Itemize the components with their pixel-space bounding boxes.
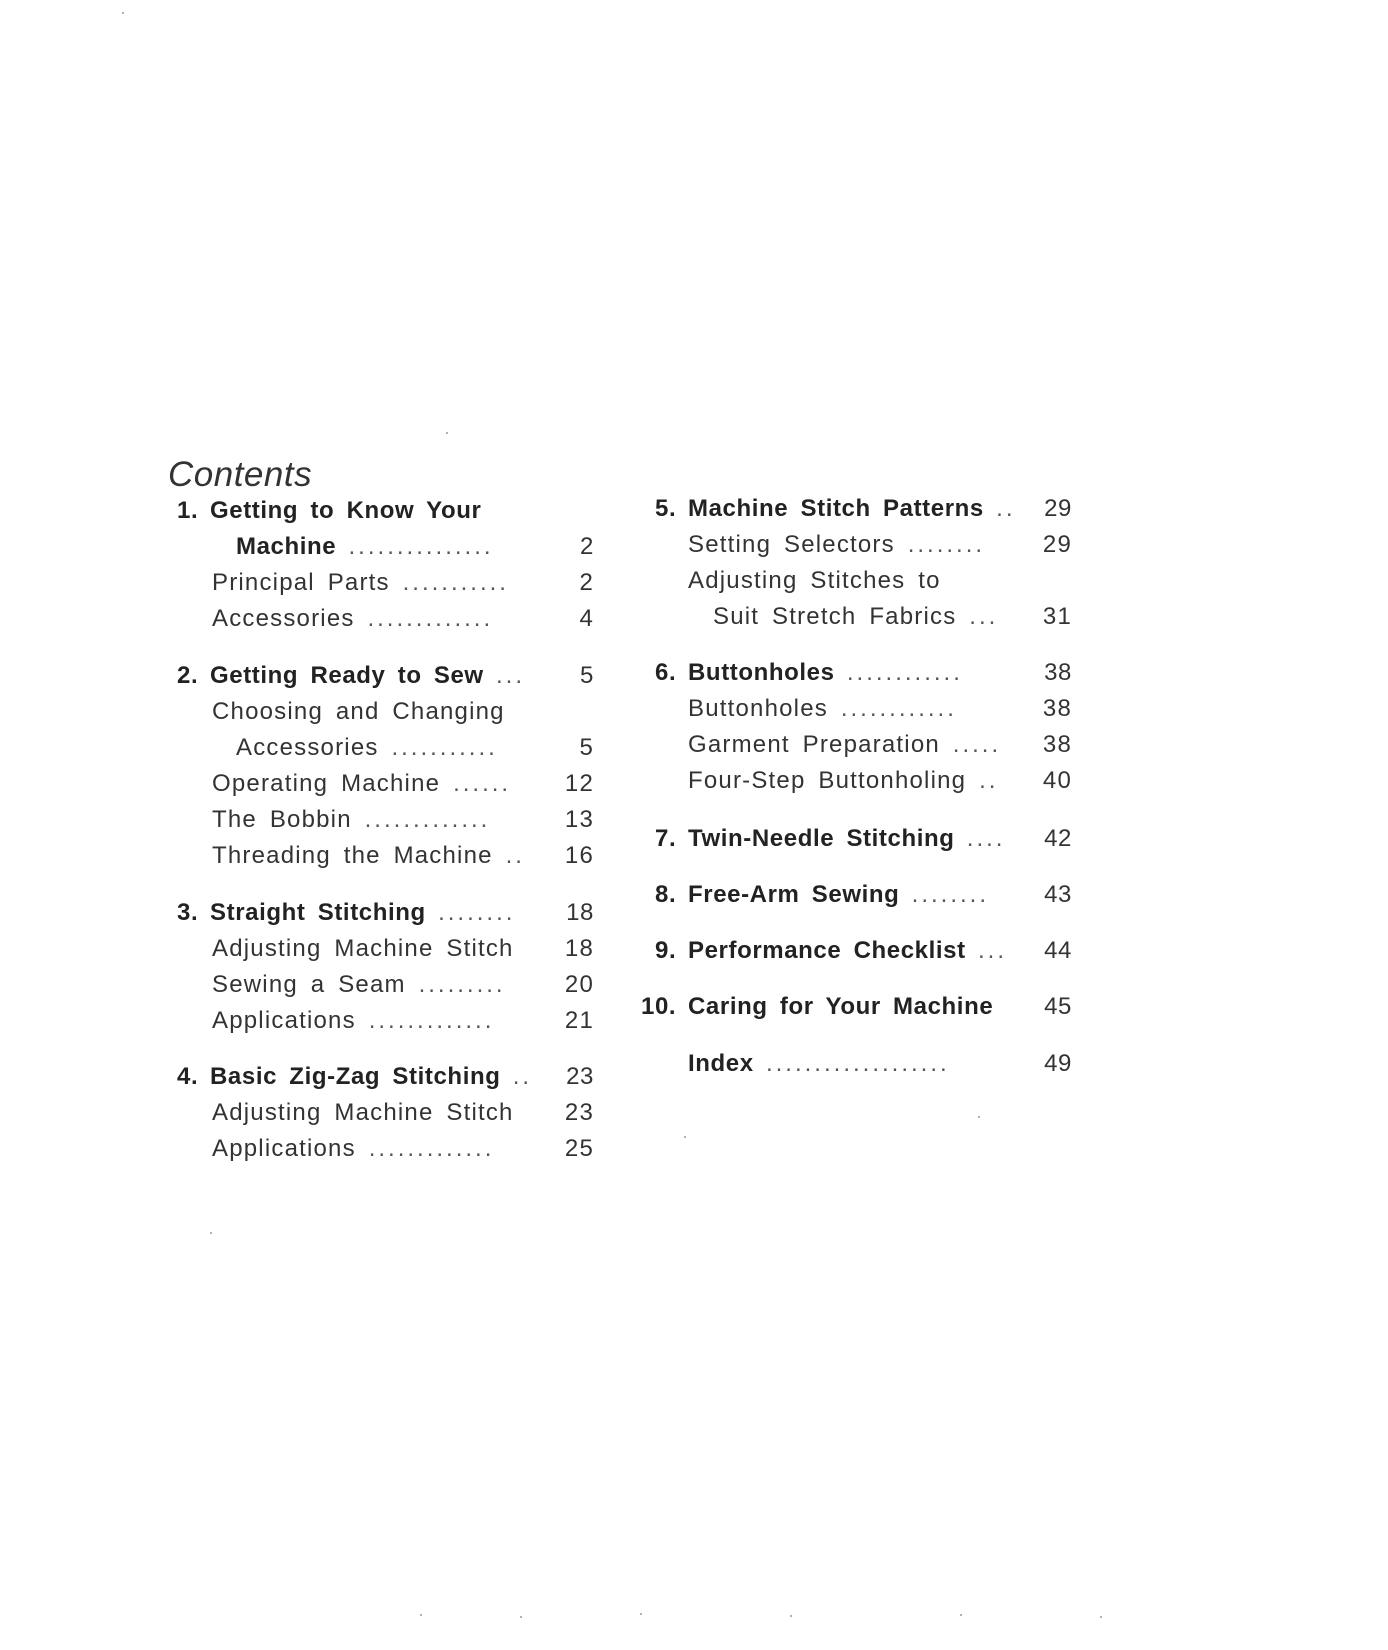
toc-page-number: 42: [1044, 825, 1072, 852]
scan-speck: [210, 1232, 212, 1234]
toc-entry-title: Straight Stitching: [210, 899, 426, 926]
toc-page-number: 29: [1044, 495, 1072, 522]
toc-page-number: 2: [580, 533, 594, 560]
toc-page-number: 49: [1044, 1050, 1072, 1077]
toc-leader-dots: ...........: [391, 734, 498, 761]
toc-entry: [688, 692, 1072, 726]
toc-entry: [688, 528, 1072, 562]
toc-page-number: 40: [1042, 767, 1072, 794]
toc-leader-dots: ...: [978, 937, 1008, 964]
toc-entry: [212, 968, 594, 1002]
toc-page-number: 5: [579, 734, 594, 761]
toc-entry: [212, 1004, 594, 1038]
toc-page-number: 4: [579, 605, 594, 632]
toc-entry-number: 7.: [655, 825, 677, 852]
scan-speck: [978, 1116, 980, 1118]
toc-entry: [212, 1096, 594, 1130]
toc-entry-title: Index: [688, 1050, 754, 1077]
toc-entry-title: Setting Selectors: [688, 531, 895, 558]
toc-leader-dots: ...: [969, 603, 999, 630]
toc-leader-dots: ............: [846, 659, 963, 686]
toc-leader-dots: ...: [495, 662, 525, 689]
toc-entry: [713, 600, 1072, 634]
toc-entry: [236, 731, 594, 765]
toc-page-number: 23: [566, 1063, 594, 1090]
scan-speck: [640, 1613, 642, 1615]
toc-entry-number: 9.: [655, 937, 677, 964]
toc-entry: [212, 932, 594, 966]
toc-leader-dots: .............: [368, 1007, 495, 1034]
toc-entry: [655, 878, 1072, 912]
toc-leader-dots: ........: [438, 899, 516, 926]
toc-leader-dots: ..: [512, 1063, 533, 1090]
toc-entry: [688, 764, 1072, 798]
toc-page-number: 43: [1044, 881, 1072, 908]
toc-entry-number: 6.: [655, 659, 677, 686]
toc-entry-title: Operating Machine: [212, 770, 441, 797]
toc-page-number: 38: [1044, 659, 1072, 686]
toc-entry: [688, 1047, 1072, 1081]
toc-entry-number: 1.: [177, 497, 199, 524]
toc-entry-title: Sewing a Seam: [212, 971, 406, 998]
toc-leader-dots: ..: [979, 767, 999, 794]
page-title: Contents: [168, 455, 313, 494]
toc-entry-title: Threading the Machine: [212, 842, 493, 869]
toc-page-number: 20: [564, 971, 594, 998]
scan-speck: [1100, 1616, 1102, 1618]
toc-entry-title: Free-Arm Sewing: [688, 881, 900, 908]
toc-entry-title: The Bobbin: [212, 806, 352, 833]
toc-page-number: 29: [1042, 531, 1072, 558]
scan-speck: [790, 1615, 792, 1617]
scan-speck: [960, 1614, 962, 1616]
toc-entry: [212, 695, 505, 729]
scan-speck: [520, 1616, 522, 1618]
toc-entry: [655, 934, 1072, 968]
toc-entry: [212, 1132, 594, 1166]
toc-entry: [641, 990, 1072, 1024]
toc-entry-title: Adjusting Machine Stitch: [212, 1099, 514, 1126]
toc-page-number: 38: [1042, 695, 1072, 722]
toc-entry-title: Twin-Needle Stitching: [688, 825, 955, 852]
toc-page-number: 2: [579, 569, 594, 596]
toc-leader-dots: .............: [364, 806, 491, 833]
toc-page-number: 18: [564, 935, 594, 962]
toc-page-number: 5: [580, 662, 594, 689]
toc-entry: [177, 896, 594, 930]
toc-entry-title: Getting to Know Your: [210, 497, 482, 524]
toc-entry-title: Buttonholes: [688, 695, 828, 722]
toc-entry: [236, 530, 594, 564]
toc-leader-dots: ..: [505, 842, 525, 869]
toc-page-number: 12: [564, 770, 594, 797]
toc-entry-title: Adjusting Stitches to: [688, 567, 941, 594]
toc-entry-number: 8.: [655, 881, 677, 908]
toc-leader-dots: ..: [996, 495, 1016, 522]
toc-entry-title: Accessories: [236, 734, 379, 761]
toc-entry: [688, 728, 1072, 762]
toc-entry: [655, 822, 1072, 856]
toc-leader-dots: .........: [418, 971, 506, 998]
toc-leader-dots: ...............: [348, 533, 494, 560]
toc-leader-dots: .............: [367, 605, 494, 632]
toc-entry-title: Accessories: [212, 605, 355, 632]
toc-entry-title: Garment Preparation: [688, 731, 940, 758]
toc-entry-number: 10.: [641, 993, 677, 1020]
toc-page-number: 31: [1042, 603, 1072, 630]
toc-leader-dots: ....: [966, 825, 1006, 852]
scan-speck: [446, 432, 448, 434]
toc-leader-dots: ......: [453, 770, 512, 797]
toc-page-number: 38: [1042, 731, 1072, 758]
toc-entry-title: Applications: [212, 1135, 356, 1162]
toc-page-number: 44: [1044, 937, 1072, 964]
toc-entry: [177, 1060, 594, 1094]
toc-leader-dots: ........: [911, 881, 990, 908]
toc-page-number: 16: [564, 842, 594, 869]
toc-entry-number: 5.: [655, 495, 677, 522]
toc-entry-title: Machine Stitch Patterns: [688, 495, 984, 522]
scan-speck: [420, 1614, 422, 1616]
toc-entry-title: Getting Ready to Sew: [210, 662, 484, 689]
toc-entry-title: Applications: [212, 1007, 356, 1034]
scan-speck: [122, 12, 124, 14]
toc-entry-number: 2.: [177, 662, 199, 689]
toc-entry: [177, 494, 482, 528]
toc-page-number: 21: [564, 1007, 594, 1034]
toc-entry-number: 4.: [177, 1063, 199, 1090]
toc-entry-title: Basic Zig-Zag Stitching: [210, 1063, 501, 1090]
toc-page-number: 18: [566, 899, 594, 926]
toc-leader-dots: ............: [840, 695, 957, 722]
toc-entry: [177, 659, 594, 693]
toc-entry-title: Machine: [236, 533, 337, 560]
toc-entry: [688, 564, 941, 598]
scan-speck: [684, 1136, 686, 1138]
toc-page-number: 45: [1044, 993, 1072, 1020]
toc-entry: [655, 656, 1072, 690]
toc-entry-title: Buttonholes: [688, 659, 835, 686]
toc-entry: [655, 492, 1072, 526]
toc-entry: [212, 803, 594, 837]
toc-leader-dots: ...................: [765, 1050, 950, 1077]
toc-entry-title: Suit Stretch Fabrics: [713, 603, 957, 630]
toc-entry-title: Four-Step Buttonholing: [688, 767, 967, 794]
toc-entry: [212, 566, 594, 600]
toc-leader-dots: .....: [952, 731, 1002, 758]
toc-entry: [212, 839, 594, 873]
toc-page-number: 13: [564, 806, 594, 833]
toc-entry: [212, 602, 594, 636]
toc-entry: [212, 767, 594, 801]
toc-page-number: 25: [564, 1135, 594, 1162]
toc-leader-dots: ........: [907, 531, 986, 558]
toc-entry-title: Principal Parts: [212, 569, 390, 596]
toc-entry-title: Adjusting Machine Stitch: [212, 935, 514, 962]
toc-page-number: 23: [564, 1099, 594, 1126]
toc-entry-title: Choosing and Changing: [212, 698, 505, 725]
toc-entry-title: Caring for Your Machine: [688, 993, 994, 1020]
toc-entry-number: 3.: [177, 899, 199, 926]
toc-leader-dots: ...........: [402, 569, 509, 596]
toc-leader-dots: .............: [368, 1135, 495, 1162]
toc-entry-title: Performance Checklist: [688, 937, 966, 964]
